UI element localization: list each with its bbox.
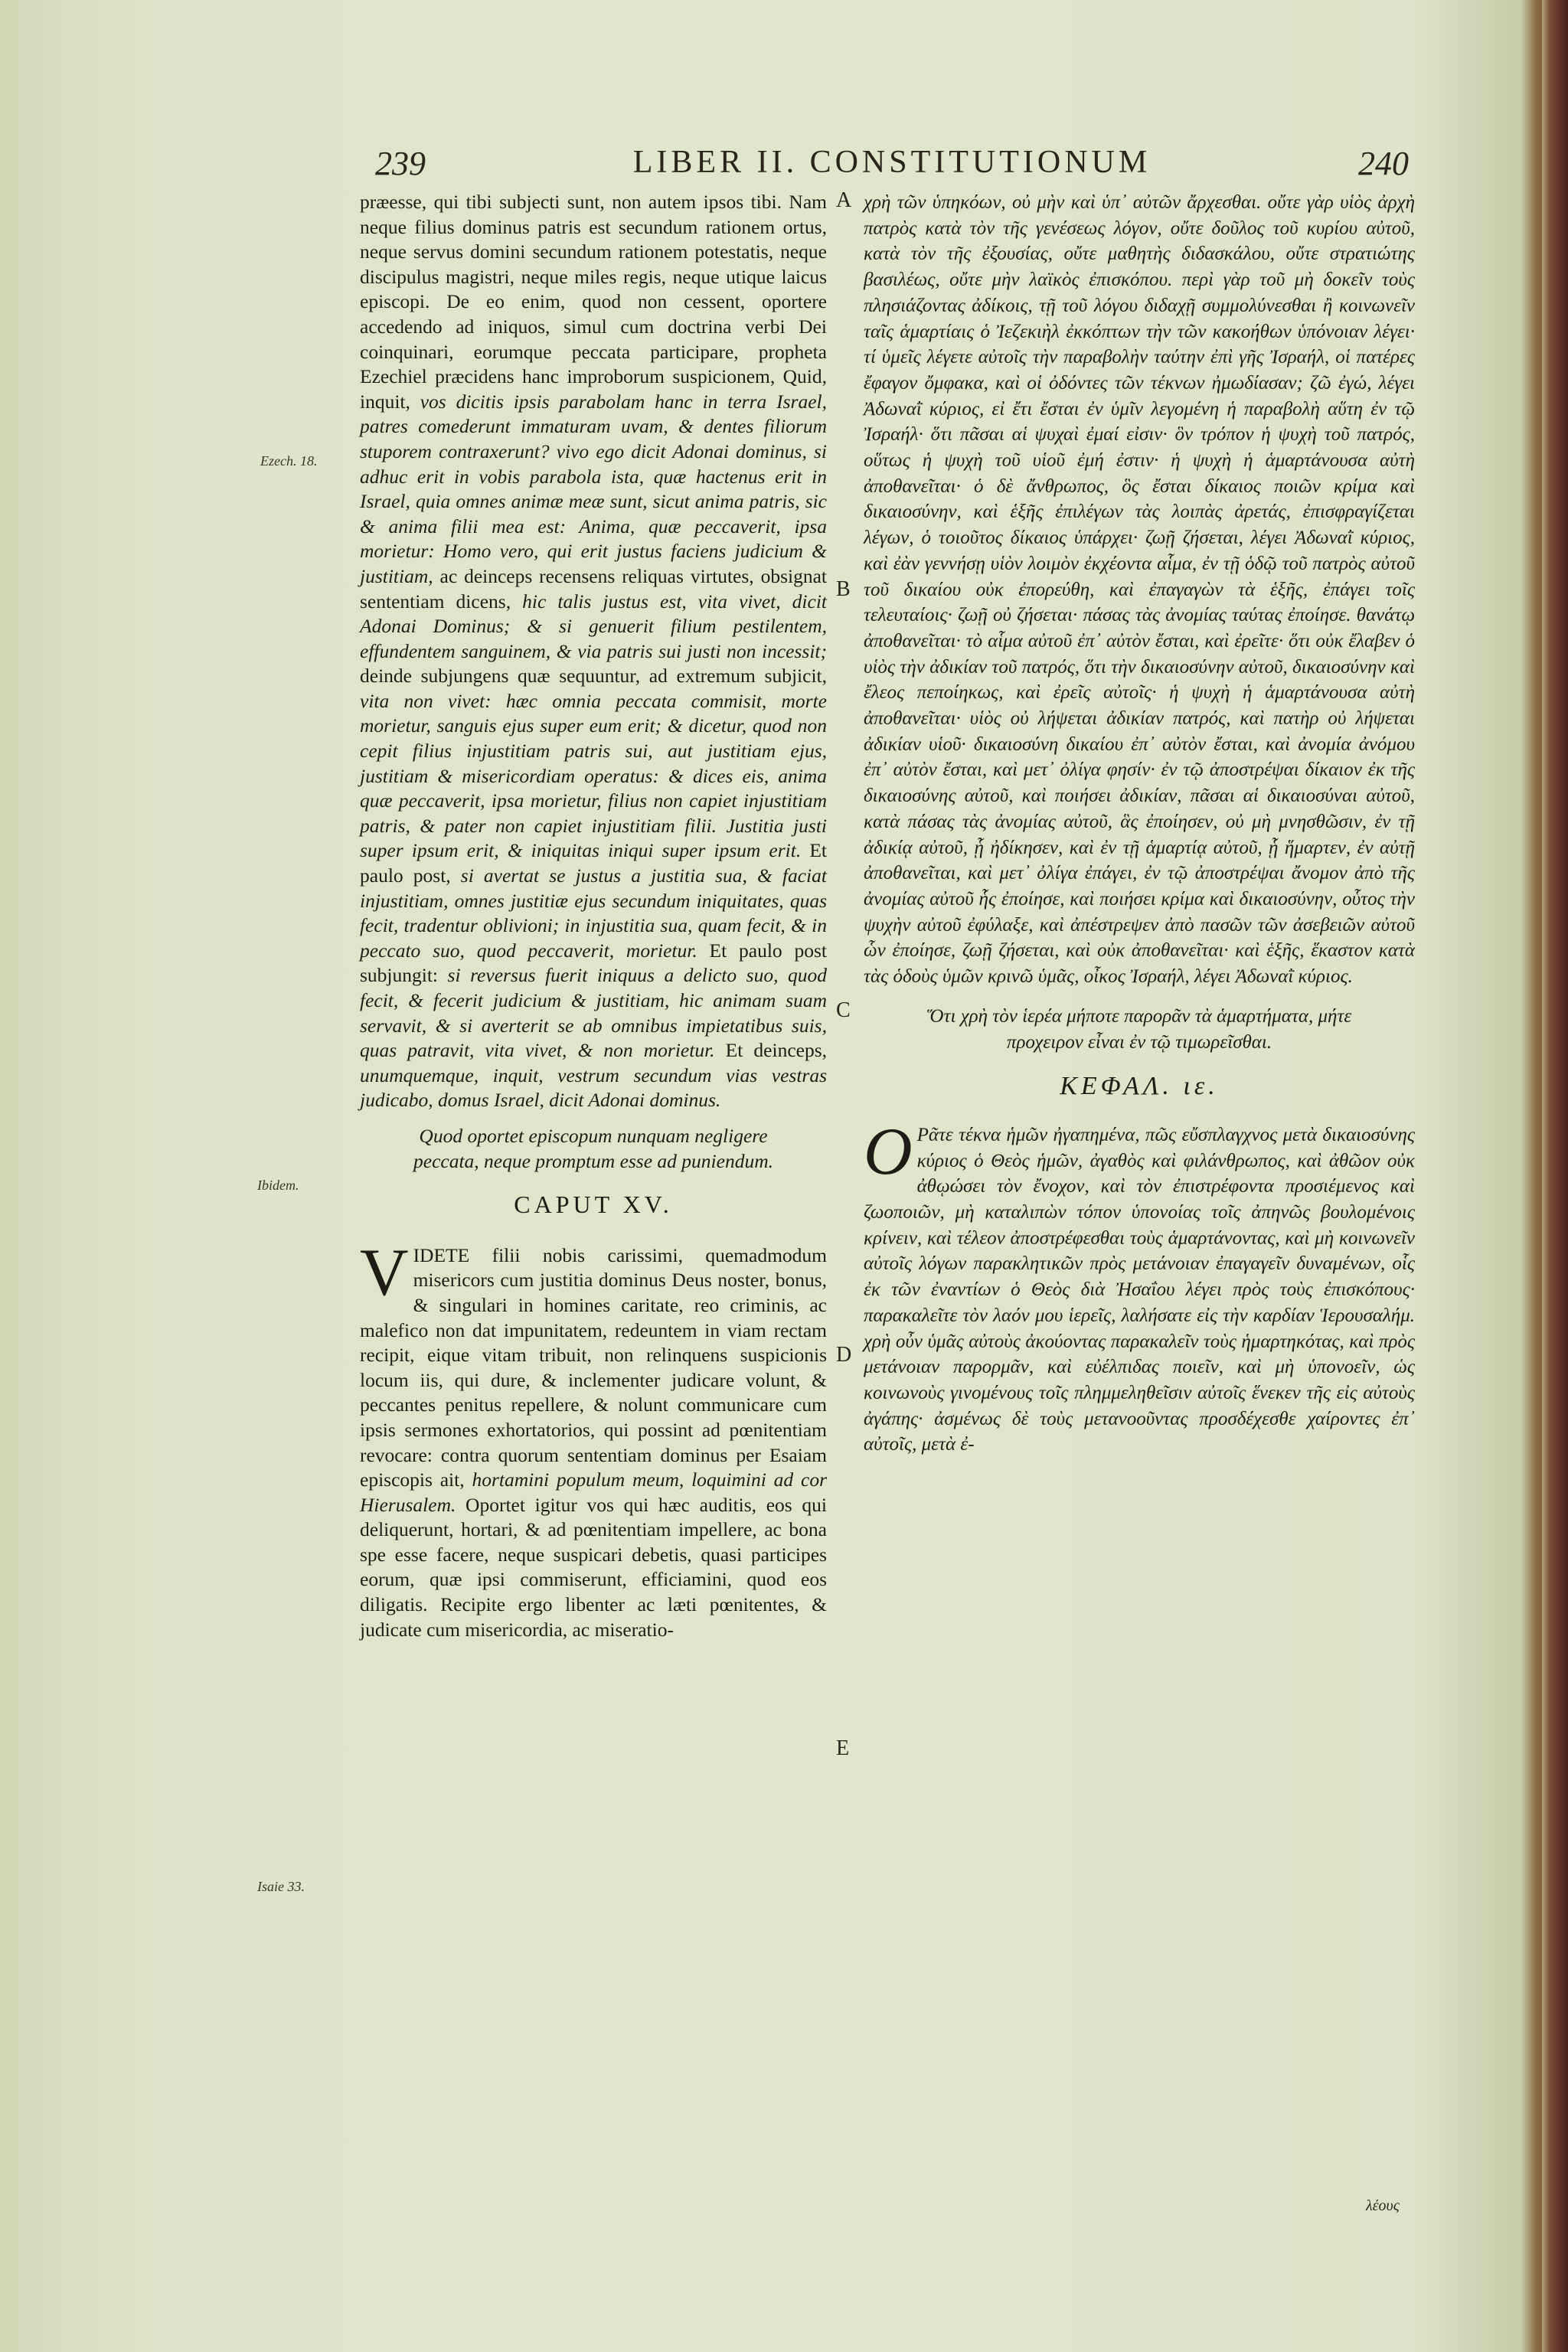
running-title: LIBER II. CONSTITUTIONUM bbox=[632, 145, 1152, 180]
right-page-number: 240 bbox=[1358, 145, 1409, 182]
section-letter-c: C bbox=[836, 998, 851, 1022]
margin-note-ibidem: Ibidem. bbox=[257, 1178, 299, 1193]
latin-paragraph-1: præesse, qui tibi subjecti sunt, non autem ipsos tibi. Nam neque filius dominus patris est secundum rationem ortus, neque servus domini secundum rationem potestatis, neque discipulus magistri, neque miles regis, neque utique laicus episcopi. De eo enim, quod non cessent, oportere accedendo ad iniquos, simul cum doctrina verbi Dei coinquinari, eorumque peccata participare, propheta Ezechiel præcidens hanc improborum suspicionem, Quid, inquit, vos dicitis ipsis parabolam hanc in terra Israel, patres comederunt immaturam uvam, & dentes filiorum stuporem contraxerunt? vivo ego dicit Adonai dominus, si adhuc erit in vobis parabola ista, quæ hactenus erit in Israel, quia omnes animæ meæ sunt, sicut anima patris, sic & anima filii mea est: Anima, quæ peccaverit, ipsa morietur: Homo vero, qui erit justus faciens judicium & justitiam, ac deinceps recensens reliquas virtutes, obsignat sententiam dicens, hic talis justus est, vita vivet, dicit Adonai Dominus; & si genuerit filium pestilentem, effundentem sanguinem, & via patris sui justi non incessit; deinde subjungens quæ sequuntur, ad extremum subjicit, vita non vivet: hæc omnia peccata commisit, morte morietur, sanguis ejus super eum erit; & dicetur, quod non cepit filius injustitiam patris sui, aut justitiam ejus, justitiam & misericordiam operatus: & dices eis, anima quæ peccaverit, ipsa morietur, filius non capiet injustitiam patris, & pater non capiet injustitiam filii. Justitia justi super ipsum erit, & iniquitas iniqui super ipsum erit. Et paulo post, si avertat se justus a justitia sua, & faciat injustitiam, omnes justitiæ ejus secundum iniquitates, quas fecit, tradentur oblivioni; in injustitia sua, quam fecit, & in peccato suo, quod peccaverit, morietur. Et paulo post subjungit: si reversus fuerit iniquus a delicto suo, quod fecit, & fecerit judicium & justitiam, hic animam suam servavit, & si averterit se ab omnibus impietatibus suis, quas patravit, vita vivet, & non morietur. Et deinceps, unumquemque, inquit, vestrum secundum vias vestras judicabo, domus Israel, dicit Adonai dominus. bbox=[360, 191, 828, 1112]
left-page-number: 239 bbox=[375, 145, 426, 182]
section-letter-a: A bbox=[836, 188, 852, 212]
greek-paragraph-1: χρὴ τῶν ὑπηκόων, οὐ μὴν καὶ ὑπ᾽ αὐτῶν ἄρχεσθαι. οὔτε γὰρ υἱὸς ἀρχὴ πατρὸς κατὰ τὸν τῆς γενέσεως λόγον, οὔτε δοῦλος τοῦ κυρίου αὐτοῦ, κατὰ τὸν τῆς ἐξουσίας, οὔτε μαθητὴς διδασκάλου, οὔτε στρατιώτης βασιλέως, οὔτε μὴν λαϊκὸς ἐπισκόπου. περὶ γὰρ τοῦ μὴ δοκεῖν τοὺς πλησιάζοντας ἀδίκοις, τῇ τοῦ λόγου διδαχῇ συμμολύνεσθαι ἢ κοινωνεῖν ταῖς ἁμαρτίαις ὁ Ἰεζεκιὴλ ἐκκόπτων τὴν τῶν κακοήθων ὑπόνοιαν λέγει· τί ὑμεῖς λέγετε αὐτοῖς τὴν παραβολὴν ταύτην ἐπὶ γῆς Ἰσραήλ, οἱ πατέρες ἔφαγον ὄμφακα, καὶ οἱ ὀδόντες τῶν τέκνων ἠμωδίασαν; ζῶ ἐγώ, λέγει Ἀδωναῒ κύριος, εἰ ἔτι ἔσται ἐν ὑμῖν λεγομένη ἡ παραβολὴ αὕτη ἐν τῷ Ἰσραήλ· ὅτι πᾶσαι αἱ ψυχαὶ ἐμαί εἰσιν· ὃν τρόπον ἡ ψυχὴ τοῦ πατρός, οὕτως ἡ ψυχὴ τοῦ υἱοῦ ἐμή ἐστιν· ἡ ψυχὴ ἡ ἁμαρτάνουσα αὐτὴ ἀποθανεῖται· ὁ δὲ ἄνθρωπος, ὃς ἔσται δίκαιος ποιῶν κρίμα καὶ δικαιοσύνην, καὶ ἑξῆς ἐπιλέγων τὰς λοιπὰς ἀρετάς, ἐπισφραγίζεται λέγων, ὁ τοιοῦτος δίκαιος ὑπάρχει· ζωῇ ζήσεται, λέγει Ἀδωναῒ κύριος, καὶ ἐὰν γεννήσῃ υἱὸν λοιμὸν ἐκχέοντα αἷμα, ἐν τῇ ὁδῷ τοῦ πατρὸς αὐτοῦ τοῦ δικαίου οὐκ ἐπορεύθη, καὶ ἐπαγαγὼν τὰ ἑξῆς, ἐπάγει τοῖς τελευταίοις· ζωῇ οὐ ζήσεται· πάσας τὰς ἀνομίας ταύτας ἐποίησε. θανάτῳ ἀποθανεῖται· τὸ αἷμα αὐτοῦ ἐπ᾽ αὐτὸν ἔσται, καὶ ἐρεῖτε· ὅτι οὐκ ἔλαβεν ὁ υἱὸς τὴν ἀδικίαν τοῦ πατρός, ὅτι τὴν δικαιοσύνην αὐτοῦ, δικαιοσύνην καὶ ἔλεος πεποίηκως, καὶ ἐρεῖς αὐτοῖς· ἡ ψυχὴ ἡ ἁμαρτάνουσα αὐτὴ ἀποθανεῖται· υἱὸς οὐ λήψεται ἀδικίαν πατρός, καὶ πατὴρ οὐ λήψεται ἀδικίαν υἱοῦ· δικαιοσύνη δικαίου ἐπ᾽ αὐτὸν ἔσται, καὶ ἀνομία ἀνόμου ἐπ᾽ αὐτὸν ἔσται, καὶ μετ᾽ ὀλίγα φησίν· ἐν τῷ ἀποστρέψαι δίκαιον ἐκ τῆς δικαιοσύνης αὐτοῦ, καὶ ποιήσει ἀδικίαν, πᾶσαι αἱ δικαιοσύναι αὐτοῦ, κατὰ πάσας τὰς ἀνομίας αὐτοῦ, ἃς ἐποίησεν, οὐ μὴ μνησθῶσιν, ἐν τῇ ἀδικίᾳ αὐτοῦ, ᾗ ἠδίκησεν, καὶ ἐν τῇ ἁμαρτίᾳ αὐτοῦ, ᾗ ἥμαρτεν, ἐν αὐτῇ ἀποθανεῖται, καὶ μετ᾽ ὀλίγα ἐπάγει, ἐν τῷ ἀποστρέψαι ἄνομον ἀπὸ τῆς ἀνομίας αὐτοῦ ἧς ἐποίησε, καὶ ποιήσει κρίμα καὶ δικαιοσύνην, οὗτος τὴν ψυχὴν αὐτοῦ ἐφύλαξε, καὶ ἀπέστρεψεν ἀπὸ πασῶν τῶν ἀσεβειῶν αὐτοῦ ὧν ἐποίησε, ζωῇ ζήσεται, καὶ οὐκ ἀποθανεῖται· καὶ ἑξῆς, ἕκαστον κατὰ τὰς ὁδοὺς ὑμῶν κρινῶ ὑμᾶς, οἶκος Ἰσραήλ, λέγει Ἀδωναῒ κύριος. bbox=[864, 192, 1415, 988]
section-letter-b: B bbox=[836, 577, 851, 601]
latin-rubric: Quod oportet episcopum nunquam negligere peccata, neque promptum esse ad puniendum. bbox=[413, 1124, 773, 1172]
margin-note-isaie: Isaie 33. bbox=[257, 1879, 305, 1894]
greek-column bbox=[864, 190, 1415, 1458]
binding-edge bbox=[1542, 0, 1568, 2352]
latin-drop-cap: V bbox=[360, 1235, 409, 1310]
catchword: λέους bbox=[1366, 2197, 1400, 2214]
greek-paragraph-2: Ο Ρᾶτε τέκνα ἡμῶν ἠγαπημένα, πῶς εὔσπλαγχνος μετὰ δικαιοσύνης κύριος ὁ Θεὸς ἡμῶν, ἀγαθὸς καὶ φιλάνθρωπος, καὶ ἀθῶον οὐκ ἀθῳώσει τὸν ἔνοχον, καὶ τὸν ἐπιστρέφοντα προσιέμενος καὶ ζωοποιῶν, μὴ καταλιπὼν τόπον ὑπονοίας τοῖς ἀπηνῶς βουλομένοις κρίνειν, καὶ τέλεον ἀποστρέφεσθαι τοὺς ἁμαρτάνοντας, καὶ μὴ κοινωνεῖν αὐτοῖς λόγων παρακλητικῶν πρὸς μετάνοιαν ἐπαγαγεῖν δυναμένων, οἷς ἐκ τῶν ἐναντίων ὁ Θεὸς διὰ Ἠσαΐου λέγει πρὸς τοὺς ἐπισκόπους· παρακαλεῖτε τὸν λαόν μου ἱερεῖς, λαλήσατε εἰς τὴν καρδίαν Ἱερουσαλήμ. χρὴ οὖν ὑμᾶς αὐτοὺς ἀκούοντας παρακαλεῖν τοὺς ἡμαρτηκότας, καὶ πρὸς μετάνοιαν παρορμᾶν, καὶ εὐέλπιδας ποιεῖν, καὶ μὴ ὑπονοεῖν, ὡς κοινωνοὺς γινομένους τοῖς πλημμεληθεῖσιν αὐτοῖς ἕνεκεν τῆς εἰς αὐτοὺς ἀγάπης· ἀσμένως δὲ τοὺς μετανοοῦντας προσδέχεσθε χαίροντες ἐπ᾽ αὐτοῖς, μετὰ ἐ- bbox=[864, 1114, 1415, 1455]
margin-note-ezech: Ezech. 18. bbox=[260, 453, 318, 469]
greek-drop-cap: Ο bbox=[864, 1114, 913, 1189]
running-head bbox=[375, 144, 1409, 184]
greek-chapter-heading: ΚΕΦΑΛ. ιε. bbox=[1060, 1072, 1219, 1101]
latin-chapter-heading: CAPUT XV. bbox=[514, 1191, 673, 1219]
section-letter-d: D bbox=[836, 1343, 852, 1367]
latin-column bbox=[360, 190, 827, 1642]
section-letter-e: E bbox=[836, 1736, 850, 1760]
greek-rubric: Ὅτι χρὴ τὸν ἱερέα μήποτε παρορᾶν τὰ ἁμαρτήματα, μήτε προχειρον εἶναι ἐν τῷ τιμωρεῖσθαι. bbox=[926, 1005, 1352, 1053]
latin-paragraph-2: VIDETE filii nobis carissimi, quemadmodum misericors cum justitia dominus Deus noster, bonus, & singulari in homines caritate, reo criminis, ac malefico non dat impunitatem, redeuntem in viam rectam recipit, eique vitam tribuit, non relinquens suspicionis locum iis, qui dure, & inclementer judicare volunt, & peccantes penitus repellere, & nolunt communicare cum ipsis sermones exhortatorios, qui possint ad pœnitentiam revocare: contra quorum sententiam dominus per Esaiam episcopis ait, hortamini populum meum, loquimini ad cor Hierusalem. Oportet igitur vos qui hæc auditis, eos qui deliquerunt, hortari, & ad pœnitentiam impellere, ac bona spe esse facere, neque suspicari debetis, quasi participes eorum, quæ ipsi commiserunt, efficiamini, quod eos diligatis. Recipite ergo libenter ac læti pœnitentes, & judicate cum misericordia, ac miseratio- bbox=[360, 1235, 828, 1641]
